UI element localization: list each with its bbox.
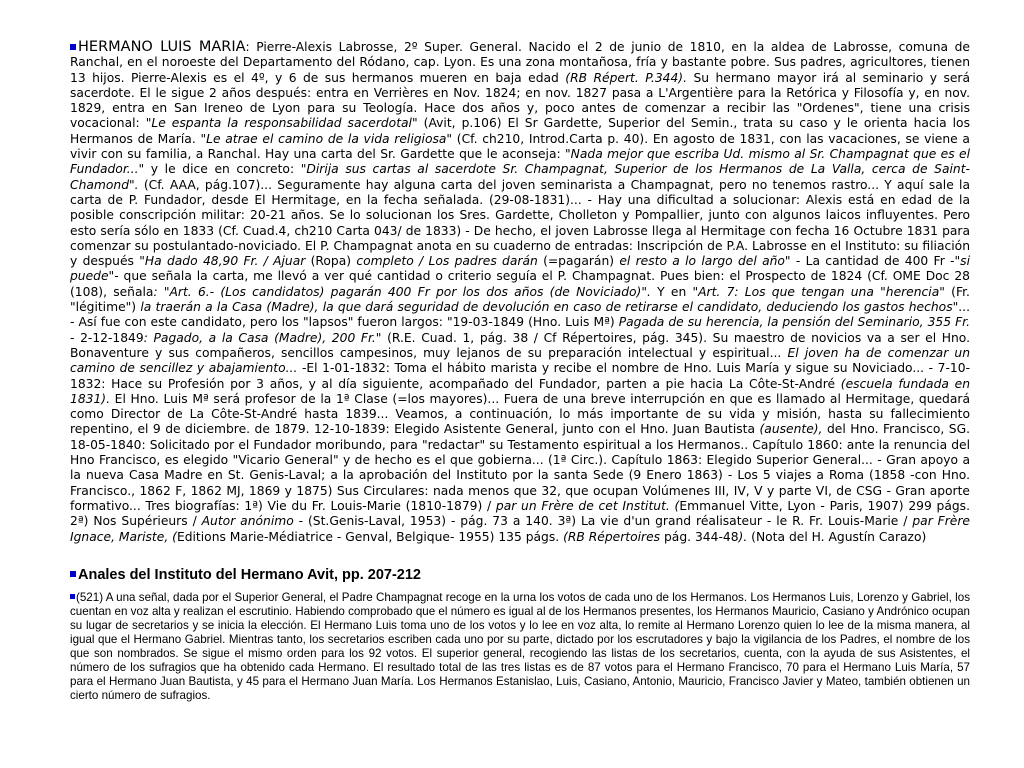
section-heading (70, 567, 970, 583)
text-run: (Avit, p.106) El Sr Gardette, Superior del Semin., trata su caso y le orienta hacia los Hermanos de María. (70, 116, 970, 146)
text-run: Editions Marie-Médiatrice - Genval, Belgique- 1955) 135 págs. (176, 529, 564, 544)
italic-run: "Art. 7: Los que tengan una "herencia (692, 284, 940, 299)
italic-run: Autor anónimo (201, 514, 294, 529)
text-run: " (Fr. "légitime") (70, 284, 970, 315)
blue-square-bullet-icon (70, 44, 76, 50)
italic-run: : Pagado, a la Casa (Madre), 200 Fr." (143, 330, 382, 345)
text-run: - (St.Genis-Laval, 1953) - pág. 73 a 140. 3ª) La vie d'un grand réalisateur - le R. Fr. Louis-Marie / (293, 514, 913, 529)
italic-run: (RB Répert. P.344). (565, 70, 688, 85)
italic-run: Pagada de su herencia, la pensión del Seminario, 355 Fr. (618, 315, 970, 330)
text-run: -El 1-01-1832: Toma el hábito marista y recibe el nombre de Hno. Luis María y sigue su Noviciado... - 7-10-1832: Hace su Profesión por 3 años, y al día siguiente, acompañado del Fundador, parten a pie hacia La Côte-St-André (70, 361, 971, 391)
text-run: Su hermano mayor irá al seminario y será sacerdote. El le sigue 2 años después: entra en Verrières en Nov. 1824; en nov. 1827 pasa a L'Argentière para la Retórica y Filosofía y, en nov. 1829, entra en San Ireneo de Lyon para su Teología. Hace dos años y, poco antes de comenzar a recibir las "Ordenes", tiene una crisis vocacional: (70, 70, 971, 131)
italic-run: "Le espanta la responsabilidad sacerdotal" (145, 116, 418, 131)
text-run: - que señala la carta, me llevó a ver qué cantidad o criterio seguía el P. Champagnat. Pues bien: el Prospecto de 1824 (Cf. OME Doc 28 (108), señala (70, 269, 970, 299)
italic-run: "Le atrae el camino de la vida religiosa" (200, 131, 453, 146)
text-run: - 2-12-1849 (70, 330, 144, 345)
italic-run: (RB Répertoires (563, 529, 661, 544)
title-colon: : (245, 40, 257, 54)
italic-run: (escuela fundada en 1831). (70, 376, 970, 406)
italic-run: : "Art. 6.- (Los candidatos) pagarán 400 Fr por los dos años (de Noviciado)". (153, 284, 651, 299)
text-run: ... - Así fue con este candidato, pero los "lapsos" fueron largos: (70, 300, 970, 330)
text-run: (Cf. ch210, Introd.Carta p. 40). En agosto de 1831, con las vacaciones, se viene a vivir con su familia, a Ranchal. Hay una carta del Sr. Gardette que le aconseja: (70, 131, 970, 162)
biography-title: HERMANO LUIS MARIA (78, 39, 246, 55)
blue-square-bullet-icon (70, 594, 75, 599)
italic-run: "si puede" (70, 254, 970, 284)
annals-text: (521) A una señal, dada por el Superior General, el Padre Champagnat recoge en la urna los votos de cada uno de los Hermanos. Los Hermanos Luis, Lorenzo y Gabriel, los cuentan en voz alta y realizan el escrutinio. Habiendo comprobado que el número es igual al de los Hermanos presentes, los Hermanos Mauricio, Casiano y Andrónico ocupan su lugar de secretarios y se inicia la elección. El Hermano Luis toma uno de los votos y lo lee en voz alta, lo remite al Hermano Lorenzo quien lo lee de la misma manera, al igual que el Hermano Gabriel. Mientras tanto, los secretarios escriben cada uno por su parte, dictado por los escrutadores y bajo la vigilancia de los Padres, el nombre de los que son nombrados. Se sigue el mismo orden para los 92 votos. El superior general, recogiendo las listas de los secretarios, cuenta, con la ayuda de sus Asistentes, el número de los sufragios que ha obtenido cada Hermano. El resultado total de las tres listas es de 87 votos para el Hermano Francisco, 70 para el Hermano Luis María, 57 para el Hermano Juan Bautista, y 45 para el Hermano Juan María. Los Hermanos Estanislao, Luis, Casiano, Antonio, Mauricio, Francisco Javier y Mateo, también obtienen un cierto número de sufragios. (70, 590, 970, 702)
italic-run: " (446, 315, 453, 330)
italic-run: par un Frère de cet Institut. ( (495, 498, 680, 513)
italic-run: "Dirija sus cartas al sacerdote Sr. Champagnat, Superior de los Hermanos de La Valla, cerca de Saint-Chamond". (70, 162, 970, 192)
text-run: (R.E. Cuad. 1, pág. 38 / Cf Répertoires, pág. 345). Su maestro de novicios va a ser el Hno. Bonaventure y sus compañeros, sencillos campesinos, muy lejanos de su preparación intelectual y espiritual... (70, 330, 970, 360)
section-heading-text: Anales del Instituto del Hermano Avit, pp. 207-212 (78, 566, 421, 583)
annals-paragraph (70, 591, 970, 703)
italic-run: El joven ha de comenzar un camino de sencillez y abajamiento... (70, 345, 971, 376)
text-run: (Nota del H. Agustín Carazo) (747, 529, 927, 544)
italic-run: la traerán a la Casa (Madre), la que dará seguridad de devolución en caso de retirarse el candidato, deduciendo los gastos hechos" (140, 300, 959, 315)
italic-run: ). (738, 529, 748, 544)
italic-run: el resto a lo largo del año" (619, 254, 791, 269)
italic-run: par Frère Ignace, Mariste, ( (70, 514, 970, 544)
text-run: Y en (650, 284, 693, 299)
italic-run: "Nada mejor que escriba Ud. mismo al Sr. Champagnat que es el Fundador..." (70, 147, 970, 177)
text-run: - La cantidad de 400 Fr - (790, 254, 955, 269)
text-run: (=pagarán) (537, 254, 620, 269)
blue-square-bullet-icon (70, 571, 76, 577)
italic-run: "Ha dado 48,90 Fr. / Ajuar (139, 254, 306, 269)
italic-run: (ausente), (759, 422, 823, 437)
biography-paragraph (70, 40, 970, 545)
text-run: (Ropa) (305, 254, 357, 269)
text-run: 19-03-1849 (Hno. Luis Mª) (452, 315, 619, 330)
text-run: Emmanuel Vitte, Lyon - Paris, 1907) 299 págs. 2ª) Nos Supérieurs / (70, 498, 970, 529)
document-page (70, 40, 970, 703)
text-run: y le dice en concreto: (144, 162, 301, 177)
text-run: del Hno. Francisco, SG. 18-05-1840: Solicitado por el Fundador moribundo, para "redactar" su Testamento espiritual a los Hermanos.. Capítulo 1860: ante la renuncia del Hno Francisco, es elegido "Vicario General" y de hecho es el que gobierna... (1ª Circ.). Capítulo 1863: Elegido Superior General... - Gran apoyo a la nueva Casa Madre en St. Genis-Laval; a la aprobación del Instituto por la santa Sede (9 Enero 1863) - Los 5 viajes a Roma (1858 -con Hno. Francisco., 1862 F, 1862 MJ, 1869 y 1875) Sus Circulares: nada menos que 32, que ocupan Volúmenes III, IV, V y parte VI, de CSG - Gran aporte formativo... Tres biografías: 1ª) Vie du Fr. Louis-Marie (1810-1879) / (70, 422, 971, 513)
text-run: (Cf. AAA, pág.107)... Seguramente hay alguna carta del joven seminarista a Champagnat, pero no tenemos rastro... Y aquí sale la carta de P. Fundador, desde El Hermitage, en la fecha señalada. (29-08-1831)... - Hay una dificultad a solucionar: Alexis está en edad de la posible conscripción militar: 20-21 años. Se lo solucionan los Sres. Gardette, Cholleton y Pompallier, junto con algunos laicos influyentes. Pero esto sería sólo en 1833 (Cf. Cuad.4, ch210 Carta 043/ de 1833) - De hecho, el joven Labrosse llega al Hermitage con fecha 16 Octubre 1831 para comenzar su postulantado-noviciado. El P. Champagnat anota en su cuaderno de entradas: Inscripción de P.A. Labrosse en el Instituto: su filiación y después (70, 177, 970, 269)
italic-run: completo / Los padres darán (356, 254, 538, 269)
text-run: pág. 344-48 (660, 529, 739, 544)
text-run: El Hno. Luis Mª será profesor de la 1ª Clase (=los mayores)... Fuera de una breve interrupción en que es llamado al Hermitage, quedará como Director de La Côte-St-André hasta 1839... Veamos, a continuación, lo más importante de su vida y misión, hasta su fallecimiento repentino, el 9 de diciembre. de 1879. 12-10-1839: Elegido Asistente General, junto con el Hno. Juan Bautista (70, 391, 970, 437)
text-run: Pierre-Alexis Labrosse, 2º Super. General. Nacido el 2 de junio de 1810, en la aldea de Labrosse, comuna de Ranchal, en el noroeste del Departamento del Ródano, cap. Lyon. Es una zona montañosa, fría y bastante pobre. Sus padres, agricultores, tienen 13 hijos. Pierre-Alexis es el 4º, y 6 de sus hermanos mueren en baja edad (70, 40, 970, 85)
